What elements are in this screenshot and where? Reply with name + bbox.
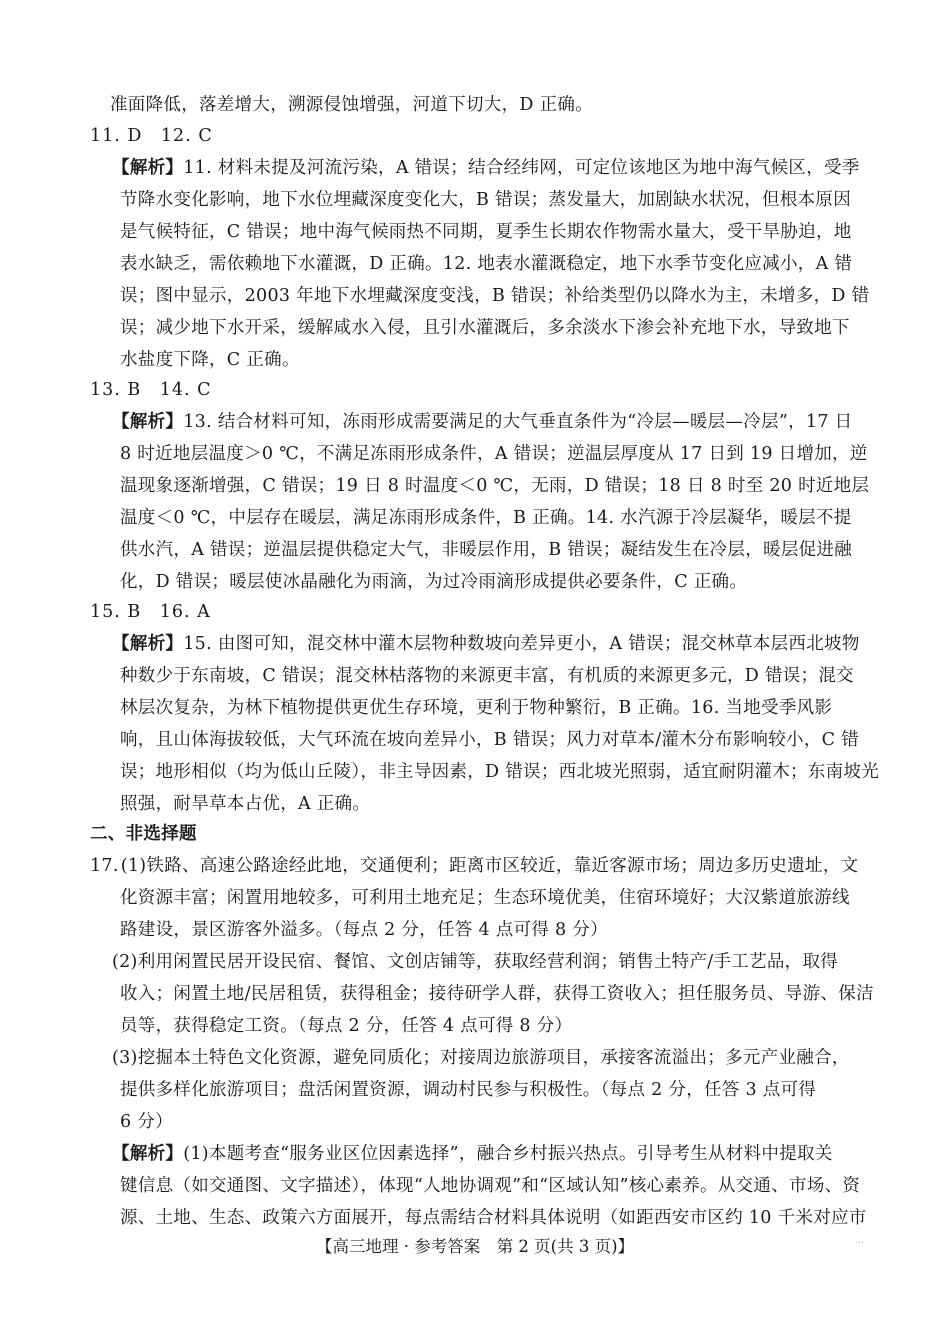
text-line: 键信息（如交通图、文字描述），体现“人地协调观”和“区域认知”核心素养。从交通、市场、资 (120, 1176, 861, 1196)
text-line: 员等，获得稳定工资。（每点 2 分，任答 4 点可得 8 分） (120, 1016, 573, 1036)
text-line: 种数少于东南坡，C 错误；混交林枯落物的来源更丰富，有机质的来源更多元，D 错误；混交 (120, 666, 854, 686)
text-line: 提供多样化旅游项目；盘活闲置资源，调动村民参与积极性。（每点 2 分，任答 3 点可得 (120, 1080, 817, 1100)
analysis-label: 解析 (129, 158, 166, 178)
answer-key-13-14: 13. B 14. C (90, 380, 212, 400)
analysis-label: 解析 (129, 634, 166, 654)
section-heading: 二、非选择题 (90, 824, 197, 844)
text-line: 林层次复杂，为林下植物提供更优生存环境，更利于物种繁衍，B 正确。16. 当地受季风影 (120, 698, 833, 718)
text-line: 8 时近地层温度＞0 ℃，不满足冻雨形成条件，A 错误；逆温层厚度从 17 日到 19 日增加，逆 (120, 444, 868, 464)
text-line: 是气候特征，C 错误；地中海气候雨热不同期，夏季生长期农作物需水量大，受干旱胁迫，地 (120, 222, 852, 242)
text-line: 源、土地、生态、政策六方面展开，每点需结合材料具体说明（如距西安市区约 10 千米对应市 (120, 1208, 867, 1228)
text-line: 温度＜0 ℃，中层存在暖层，满足冻雨形成条件，B 正确。14. 水汽源于冷层凝华，暖层不提 (120, 508, 852, 528)
analysis-label: 解析 (129, 1144, 166, 1164)
analysis-line: 【解析】15. 由图可知，混交林中灌木层物种数坡向差异更小，A 错误；混交林草本层西北坡物 (112, 634, 860, 654)
text-line: 供水汽，A 错误；逆温层提供稳定大气，非暖层作用，B 错误；凝结发生在冷层，暖层促进融 (120, 540, 853, 560)
text-line: 准面降低，落差增大，溯源侵蚀增强，河道下切大，D 正确。 (110, 95, 593, 115)
question-17-part-3: (3)挖掘本土特色文化资源，避免同质化；对接周边旅游项目，承接客流溢出；多元产业融合， (112, 1048, 850, 1068)
question-17-part-2: (2)利用闲置民居开设民宿、餐馆、文创店铺等，获取经营利润；销售土特产/手工艺品，取得 (112, 952, 839, 972)
text-line: 照强，耐旱草本占优，A 正确。 (120, 794, 371, 814)
text-line: 水盐度下降，C 正确。 (120, 350, 300, 370)
answer-key-11-12: 11. D 12. C (90, 126, 213, 146)
analysis-label: 解析 (129, 412, 166, 432)
analysis-line: 【解析】13. 结合材料可知，冻雨形成需要满足的大气垂直条件为“冷层—暖层—冷层”，17 日 (112, 412, 853, 432)
analysis-line: 【解析】11. 材料未提及河流污染，A 错误；结合经纬网，可定位该地区为地中海气候区，受季 (112, 158, 860, 178)
analysis-line: 【解析】(1)本题考查“服务业区位因素选择”，融合乡村振兴热点。引导考生从材料中提取关 (112, 1144, 833, 1164)
text-line: 误；减少地下水开采，缓解咸水入侵，且引水灌溉后，多余淡水下渗会补充地下水，导致地下 (120, 318, 850, 338)
text-line: 表水缺乏，需依赖地下水灌溉，D 正确。12. 地表水灌溉稳定，地下水季节变化应减小，A 错 (120, 254, 853, 274)
text-line: 6 分） (120, 1112, 173, 1132)
text-line: 化资源丰富；闲置用地较多，可利用土地充足；生态环境优美，住宿环境好；大汉紫道旅游线 (120, 888, 850, 908)
text-line: 误；图中显示，2003 年地下水埋藏深度变浅，B 错误；补给类型仍以降水为主，未增多，D 错 (120, 286, 870, 306)
answer-key-15-16: 15. B 16. A (90, 602, 211, 622)
page-footer: 【高三地理 · 参考答案 第 2 页(共 3 页)】 (315, 1237, 635, 1256)
text-line: 温现象逐渐增强，C 错误；19 日 8 时温度＜0 ℃，无雨，D 错误；18 日 8 时至 20 时近地层 (120, 476, 870, 496)
text-line: 收入；闲置土地/民居租赁，获得租金；接待研学人群，获得工资收入；担任服务员、导游、保洁 (120, 984, 874, 1004)
text-line: 化，D 错误；暖层使冰晶融化为雨滴，为过冷雨滴形成提供必要条件，C 正确。 (120, 572, 748, 592)
text-line: 误；地形相似（均为低山丘陵），非主导因素，D 错误；西北坡光照弱，适宜耐阴灌木；东南坡光 (120, 762, 880, 782)
question-number: 17. (90, 856, 119, 876)
text-line: 响，且山体海拔较低，大气环流在坡向差异小，B 错误；风力对草本/灌木分布影响较小，C 错 (120, 730, 859, 750)
text-line: 节降水变化影响，地下水位埋藏深度变化大，B 错误；蒸发量大，加剧缺水状况，但根本原因 (120, 190, 852, 210)
text-line: 路建设，景区游客外溢多。（每点 2 分，任答 4 点可得 8 分） (120, 920, 608, 940)
question-17-part-1: 17. (1)铁路、高速公路途经此地，交通便利；距离市区较近，靠近客源市场；周边多历史遗址，文 (90, 856, 859, 876)
footer-mark: ·· (857, 1238, 864, 1249)
